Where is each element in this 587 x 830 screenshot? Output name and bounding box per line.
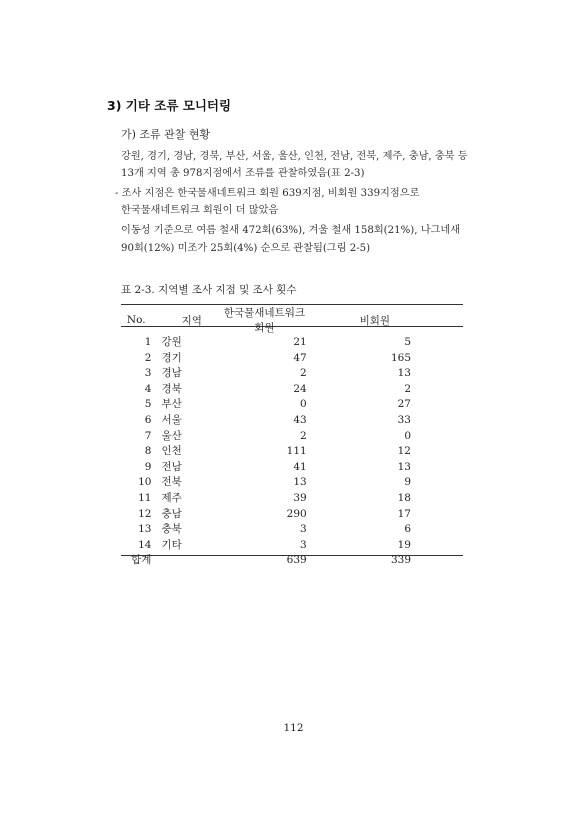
row-no: 14 [138,538,152,551]
row-no: 3 [144,367,152,380]
paragraph-line: 강원, 경기, 경남, 경북, 부산, 서울, 울산, 인천, 전남, 전북, 제주, 충남, 충북 등 [121,151,468,162]
row-member: 2 [300,367,307,380]
row-member: 3 [300,523,307,536]
row-region: 전남 [161,460,182,473]
row-nonmember: 2 [404,382,411,395]
subsection-heading: 가) 조류 관찰 현황 [121,128,211,141]
row-nonmember: 27 [397,398,411,411]
table-row [121,475,463,491]
row-region: 경남 [161,367,182,380]
row-nonmember: 18 [397,491,411,504]
total-label: 합계 [131,554,152,567]
total-member: 639 [286,554,307,567]
row-region: 서울 [161,413,182,426]
row-member: 47 [293,351,307,364]
row-no: 8 [144,445,152,458]
table-row [121,522,463,538]
row-member: 43 [293,413,307,426]
total-region-empty [151,553,222,569]
row-no: 7 [144,429,152,442]
row-no: 10 [138,476,152,489]
table-header-row [121,305,463,335]
row-member: 13 [293,476,307,489]
row-region: 인천 [161,445,182,458]
table-row [121,507,463,523]
page-number: 112 [283,722,304,734]
row-no: 13 [138,523,152,536]
row-no: 4 [144,382,152,395]
row-no: 12 [138,507,152,520]
table-caption: 표 2-3. 지역별 조사 지점 및 조사 횟수 [121,284,297,296]
row-nonmember: 165 [390,351,411,364]
table-row [121,397,463,413]
paragraph-line: - 조사 지점은 한국물새네트워크 회원 639지점, 비회원 339지점으로 [115,188,420,199]
row-nonmember: 13 [397,367,411,380]
row-member: 3 [300,538,307,551]
table-row [121,382,463,398]
table-row [121,460,463,476]
row-member: 41 [293,460,307,473]
row-no: 9 [144,460,152,473]
column-header-no: No. [126,314,146,326]
row-no: 6 [144,413,152,426]
row-no: 5 [144,398,152,411]
row-region: 충남 [161,507,182,520]
row-nonmember: 0 [404,429,411,442]
row-nonmember: 12 [397,445,411,458]
table-row [121,429,463,445]
row-no: 11 [138,491,152,504]
table-row [121,538,463,554]
row-member: 24 [293,382,307,395]
row-nonmember: 19 [397,538,411,551]
row-nonmember: 9 [404,476,411,489]
row-region: 부산 [161,398,182,411]
column-header-region: 지역 [181,314,202,327]
table-row [121,351,463,367]
column-header-member: 한국물새네트워크 회원 [223,307,306,334]
section-heading: 3) 기타 조류 모니터링 [107,98,232,113]
row-nonmember: 5 [404,336,411,348]
table-row [121,444,463,460]
row-region: 충북 [161,523,182,536]
row-member: 290 [286,507,307,520]
row-region: 경북 [161,382,182,395]
row-member: 0 [300,398,307,411]
table-row [121,366,463,382]
row-region: 제주 [161,491,182,504]
row-no: 1 [144,336,152,348]
row-member: 21 [293,336,307,348]
row-region: 기타 [161,538,182,551]
total-nonmember: 339 [390,554,411,567]
row-region: 울산 [161,429,182,442]
row-region: 강원 [161,336,182,348]
table-total-row [121,553,463,569]
row-nonmember: 33 [397,413,411,426]
paragraph-line: 13개 지역 총 978지점에서 조류를 관찰하였음(표 2-3) [121,168,365,179]
column-header-nonmember: 비회원 [359,314,391,327]
table-row [121,413,463,429]
row-member: 111 [286,445,307,458]
row-region: 경기 [161,351,182,364]
table-row [121,335,463,351]
table-row [121,491,463,507]
paragraph-line: 이동성 기준으로 여름 철새 472회(63%), 겨울 철새 158회(21%), 나그네새 [121,225,461,236]
row-nonmember: 17 [397,507,411,520]
row-nonmember: 13 [397,460,411,473]
row-no: 2 [144,351,152,364]
row-member: 2 [300,429,307,442]
row-nonmember: 6 [404,523,411,536]
row-region: 전북 [161,476,182,489]
row-member: 39 [293,491,307,504]
paragraph-line: 90회(12%) 미조가 25회(4%) 순으로 관찰됨(그림 2-5) [121,243,371,254]
paragraph-line: 한국물새네트워크 회원이 더 많았음 [121,205,279,216]
survey-table [121,305,463,569]
